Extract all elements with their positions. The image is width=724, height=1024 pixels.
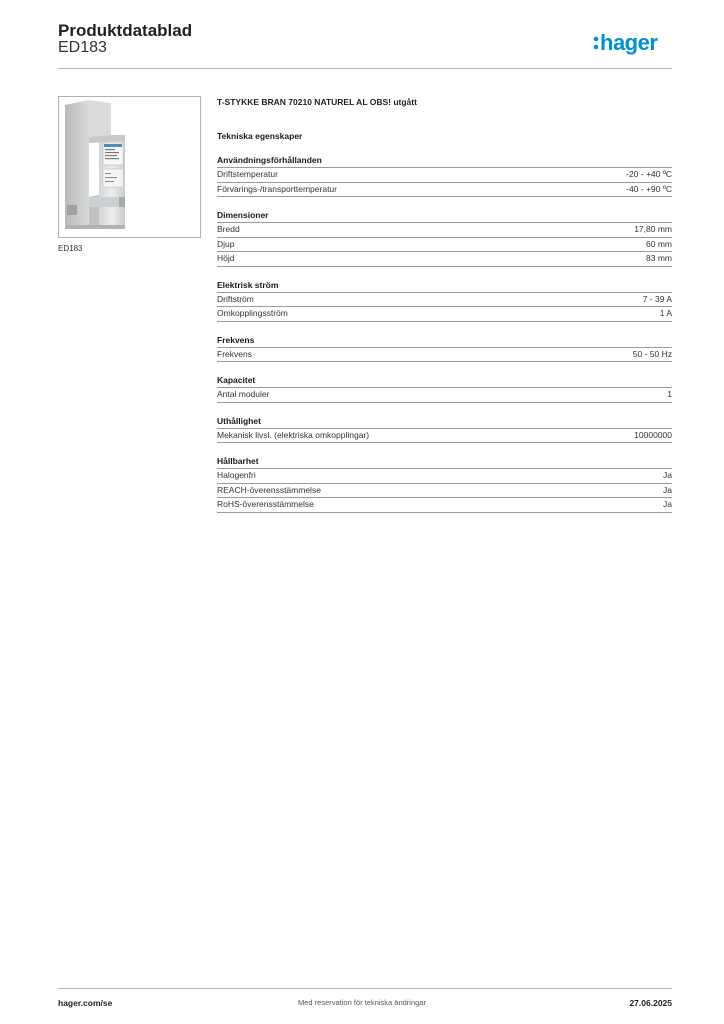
spec-value: -20 - +40 ºC	[626, 169, 672, 179]
spec-row	[217, 307, 672, 322]
section-title: Dimensioner	[217, 209, 672, 223]
section-title: Uthållighet	[217, 415, 672, 429]
spec-label: Höjd	[217, 253, 235, 263]
spec-label: Frekvens	[217, 348, 252, 359]
section-title: Elektrisk ström	[217, 279, 672, 293]
spec-label: Djup	[217, 238, 235, 249]
spec-label: RoHS-överensstämmelse	[217, 499, 314, 509]
spec-label: REACH-överensstämmelse	[217, 484, 321, 495]
spec-value: 1	[667, 389, 672, 399]
spec-section	[217, 415, 672, 444]
spec-row	[217, 388, 672, 403]
spec-value: Ja	[663, 470, 672, 480]
section-title: Hållbarhet	[217, 455, 672, 469]
spec-label: Förvarings-/transporttemperatur	[217, 183, 337, 194]
hager-logo	[593, 27, 675, 57]
spec-row	[217, 223, 672, 238]
footer-date: 27.06.2025	[629, 998, 672, 1008]
section-title: Frekvens	[217, 334, 672, 348]
spec-label: Driftstemperatur	[217, 169, 278, 179]
product-image	[58, 96, 201, 238]
spec-label: Omkopplingsström	[217, 308, 288, 318]
spec-row	[217, 348, 672, 363]
spec-section	[217, 209, 672, 267]
header-title: Produktdatablad	[58, 21, 193, 40]
svg-text:hager: hager	[600, 30, 658, 55]
image-caption: ED183	[58, 244, 83, 253]
footer-divider	[58, 988, 672, 989]
spec-label: Antal moduler	[217, 389, 270, 399]
spec-value: 50 - 50 Hz	[632, 348, 672, 359]
spec-label: Halogenfri	[217, 470, 256, 480]
spec-sections	[217, 154, 672, 513]
spec-section	[217, 455, 672, 513]
spec-section	[217, 374, 672, 403]
spec-value: 60 mm	[646, 238, 672, 249]
spec-row	[217, 484, 672, 499]
spec-row	[217, 293, 672, 308]
section-title: Användningsförhållanden	[217, 154, 672, 168]
spec-section	[217, 154, 672, 197]
spec-value: Ja	[663, 484, 672, 495]
spec-content	[217, 96, 672, 525]
spec-value: 10000000	[634, 429, 672, 440]
spec-row	[217, 168, 672, 183]
spec-value: 83 mm	[646, 253, 672, 263]
spec-row	[217, 498, 672, 513]
product-title: T-STYKKE BRAN 70210 NATUREL AL OBS! utgått	[217, 97, 417, 107]
header-subtitle: ED183	[58, 39, 107, 56]
spec-row	[217, 469, 672, 484]
footer-website[interactable]: hager.com/se	[58, 998, 113, 1008]
footer-note: Med reservation för tekniska ändringar	[298, 998, 426, 1007]
spec-section	[217, 334, 672, 363]
din-rail-module-photo	[59, 97, 200, 237]
header-divider	[58, 68, 672, 69]
spec-row	[217, 429, 672, 444]
spec-row	[217, 238, 672, 253]
spec-label: Driftström	[217, 293, 254, 304]
spec-section	[217, 279, 672, 322]
spec-value: 7 - 39 A	[642, 293, 672, 304]
spec-label: Mekanisk livsl. (elektriska omkopplingar)	[217, 429, 370, 440]
section-title: Kapacitet	[217, 374, 672, 388]
spec-value: 1 A	[659, 308, 672, 318]
spec-value: Ja	[663, 499, 672, 509]
spec-row	[217, 252, 672, 267]
spec-row	[217, 183, 672, 198]
spec-label: Bredd	[217, 224, 240, 234]
tech-heading: Tekniska egenskaper	[217, 131, 303, 141]
spec-value: -40 - +90 ºC	[626, 183, 672, 194]
spec-value: 17,80 mm	[634, 224, 672, 234]
